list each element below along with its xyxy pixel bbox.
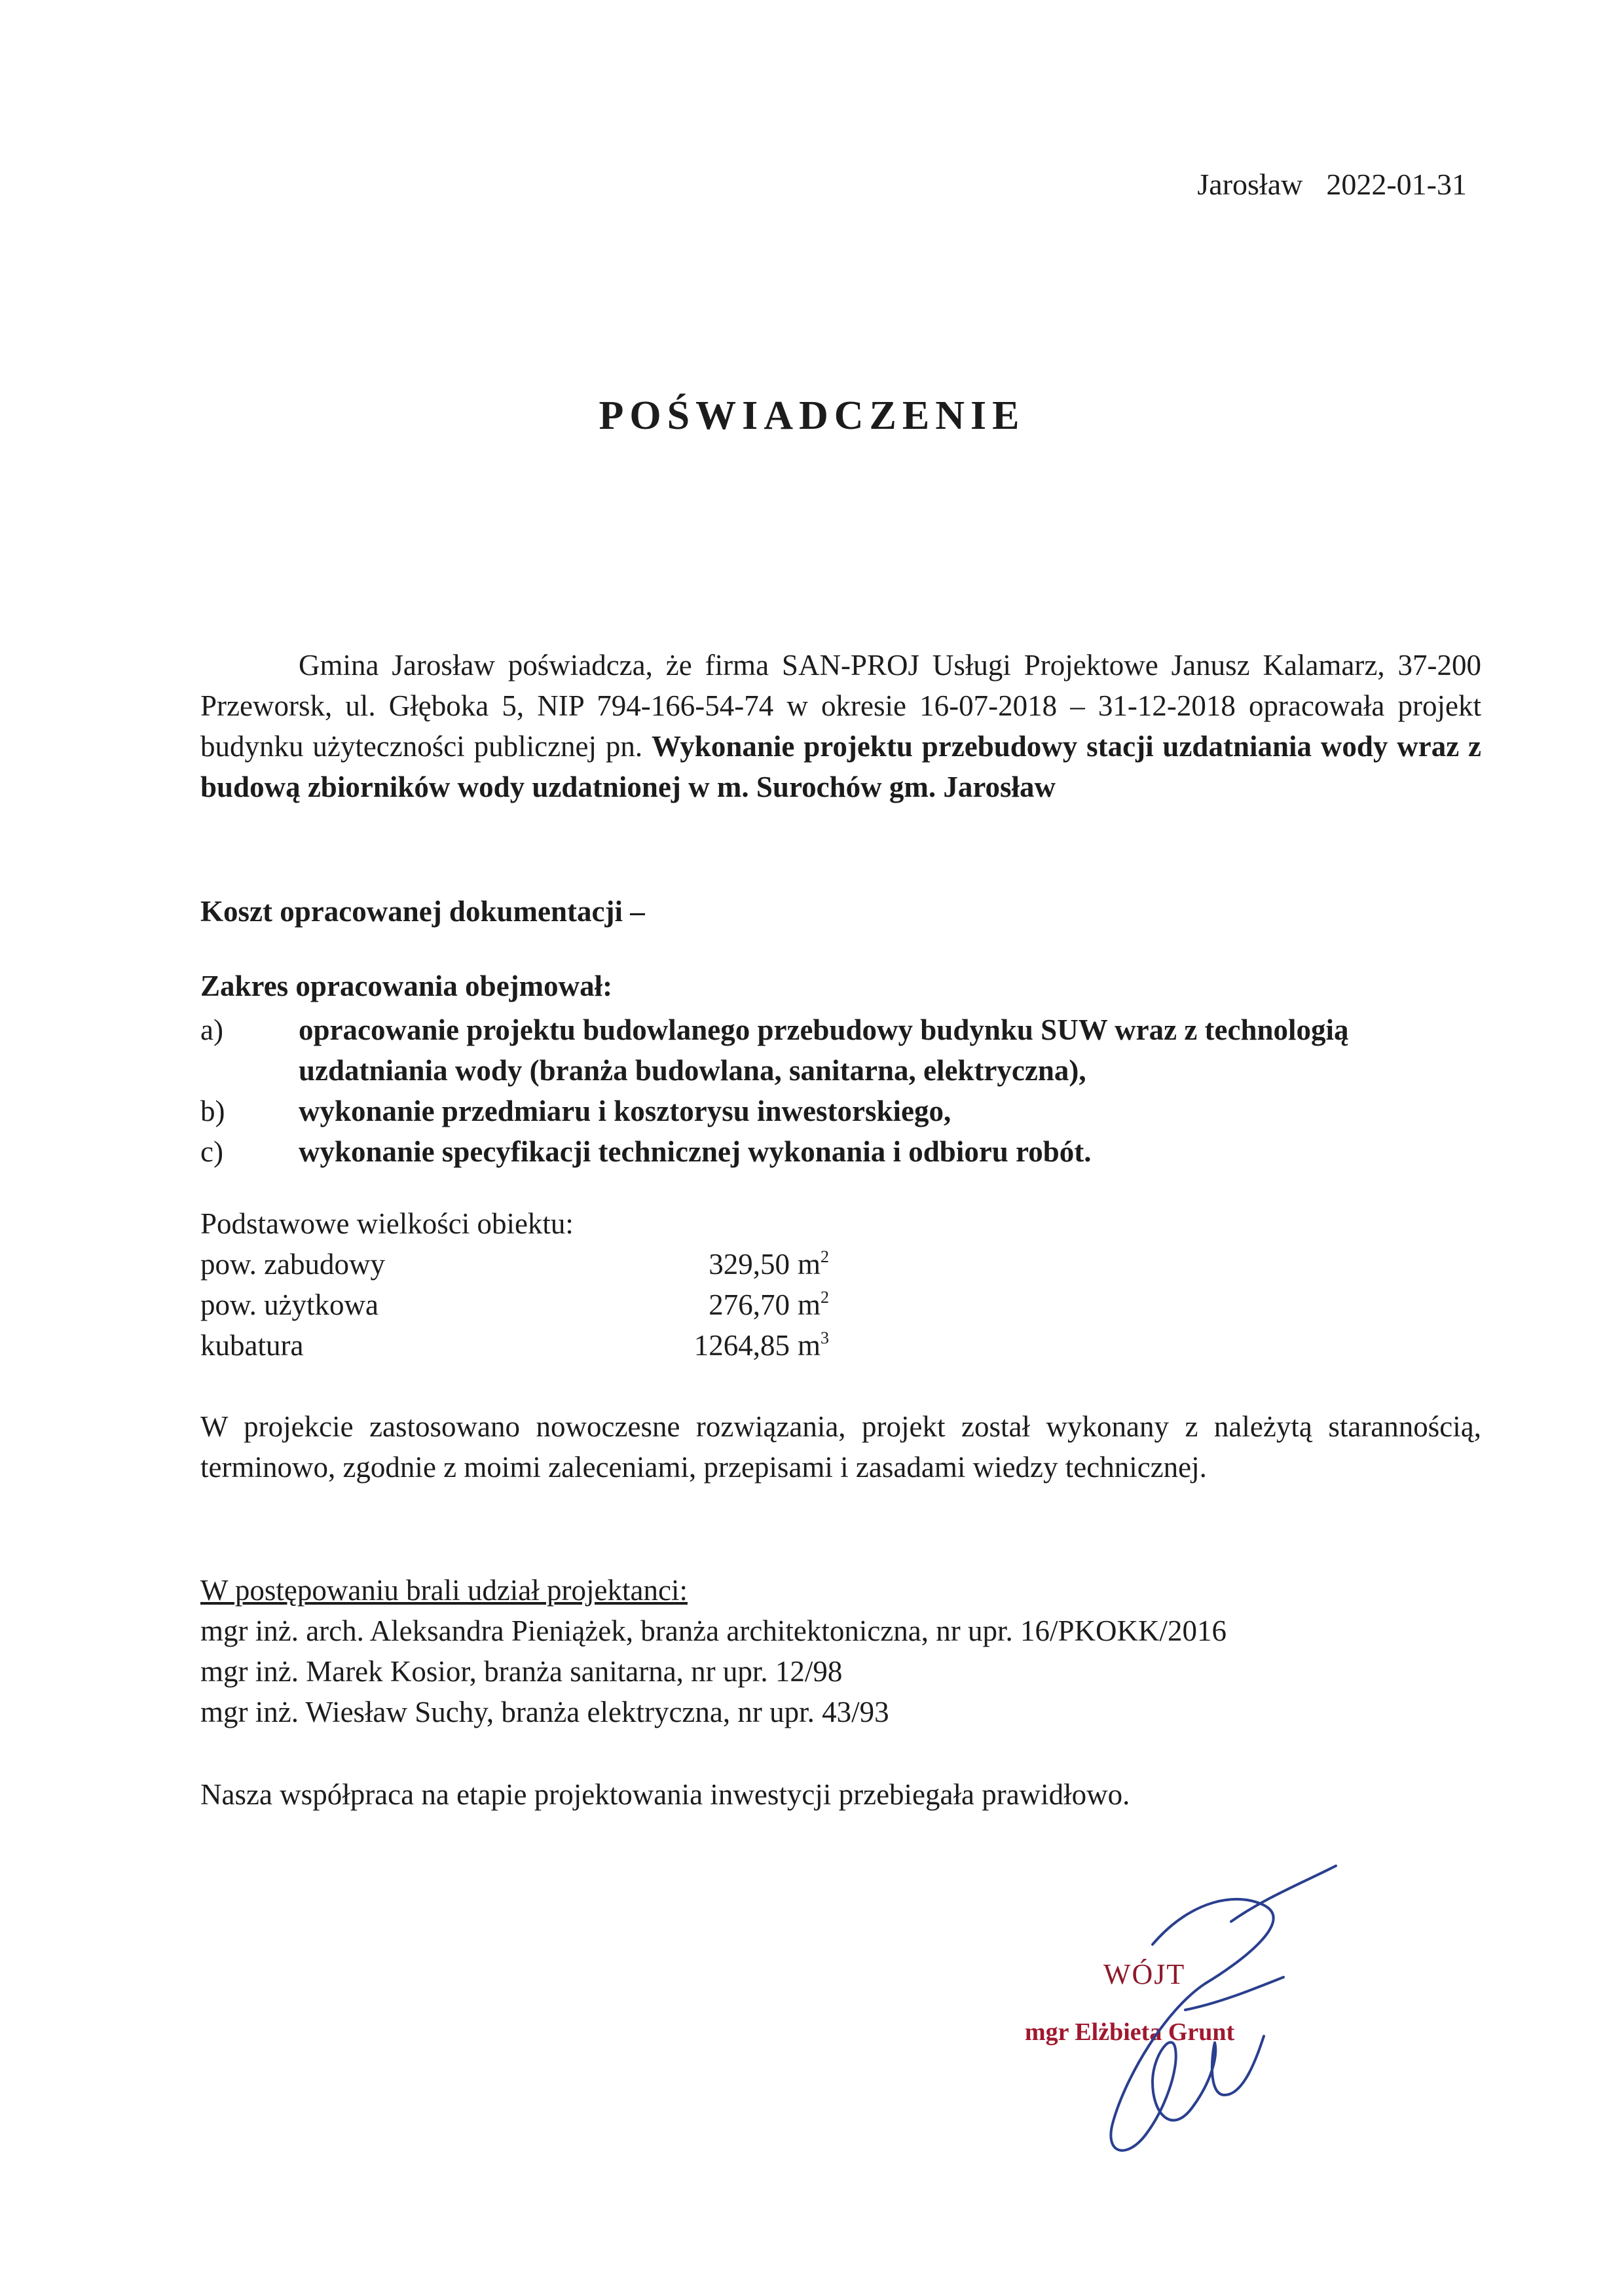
- parameter-label: kubatura: [200, 1329, 304, 1362]
- cost-label: Koszt opracowanej dokumentacji –: [200, 895, 645, 928]
- place-date: [1197, 167, 1467, 202]
- assessment-paragraph: W projekcie zastosowano nowoczesne rozwiązania, projekt został wykonany z należytą starannością, terminowo, zgodnie z moimi zaleceniami, przepisami i zasadami wiedzy technicznej.: [200, 1410, 1481, 1484]
- parameters-block: [200, 1203, 829, 1366]
- parameter-row: [200, 1285, 829, 1325]
- parameter-value: 1264,85: [693, 1329, 790, 1362]
- parameter-unit: $m^3$: [798, 1328, 830, 1362]
- date: 2022-01-31: [1326, 168, 1467, 201]
- closing-sentence: Nasza współpraca na etapie projektowania inwestycji przebiegała prawidłowo.: [200, 1778, 1130, 1811]
- designer-line: mgr inż. arch. Aleksandra Pieniążek, branża architektoniczna, nr upr. 16/PKOKK/2016: [200, 1614, 1227, 1647]
- scope-letter: a): [200, 1013, 223, 1046]
- designers-title: W postępowaniu brali udział projektanci:: [200, 1574, 688, 1607]
- parameter-label: pow. użytkowa: [200, 1288, 379, 1321]
- scope-letter: b): [200, 1095, 225, 1127]
- parameter-label: pow. zabudowy: [200, 1248, 386, 1281]
- stamp-name: mgr Elżbieta Grunt: [1025, 2018, 1235, 2046]
- scope-text: wykonanie przedmiaru i kosztorysu inwestorskiego,: [299, 1095, 951, 1127]
- place: Jarosław: [1197, 168, 1303, 201]
- parameter-unit: $m^2$: [798, 1247, 830, 1281]
- document-title: POŚWIADCZENIE: [599, 393, 1025, 438]
- handwritten-signature: [956, 1859, 1362, 2174]
- intro-paragraph: [200, 645, 1481, 807]
- scope-item-b: [200, 1091, 1484, 1131]
- designers-block: [200, 1570, 1227, 1732]
- scope-text: opracowanie projektu budowlanego przebudowy budynku SUW wraz z technologią uzdatniania wody (branża budowlana, sanitarna, elektryczna),: [299, 1013, 1349, 1087]
- parameters-title: Podstawowe wielkości obiektu:: [200, 1207, 574, 1240]
- parameters-table: [200, 1244, 829, 1366]
- intro-text: Gmina Jarosław poświadcza, że firma SAN-PROJ Usługi Projektowe Janusz Kalamarz, 37-200 Przeworsk, ul. Głęboka 5, NIP 794-166-54-74 w okresie 16-07-2018 – 31-12-2018 opracowała projekt budynku użyteczności publicznej pn.: [200, 649, 1481, 763]
- parameter-value: 329,50: [709, 1248, 790, 1281]
- parameter-row: [200, 1244, 829, 1285]
- project-name: Wykonanie projektu przebudowy stacji uzdatniania wody wraz z budową zbiorników wody uzdatnionej w m. Surochów gm. Jarosław: [200, 730, 1481, 803]
- scope-title: Zakres opracowania obejmował:: [200, 970, 613, 1002]
- designer-line: mgr inż. Wiesław Suchy, branża elektryczna, nr upr. 43/93: [200, 1696, 889, 1728]
- designer-line: mgr inż. Marek Kosior, branża sanitarna, nr upr. 12/98: [200, 1655, 843, 1688]
- scope-text: wykonanie specyfikacji technicznej wykonania i odbioru robót.: [299, 1135, 1092, 1168]
- parameter-value: 276,70: [709, 1288, 790, 1321]
- scope-item-a: [200, 1010, 1484, 1091]
- scope-item-c: [200, 1131, 1484, 1172]
- scope-letter: c): [200, 1135, 223, 1168]
- stamp-title: WÓJT: [1103, 1958, 1186, 1990]
- parameter-row: [200, 1325, 829, 1366]
- parameter-unit: $m^2$: [798, 1288, 830, 1321]
